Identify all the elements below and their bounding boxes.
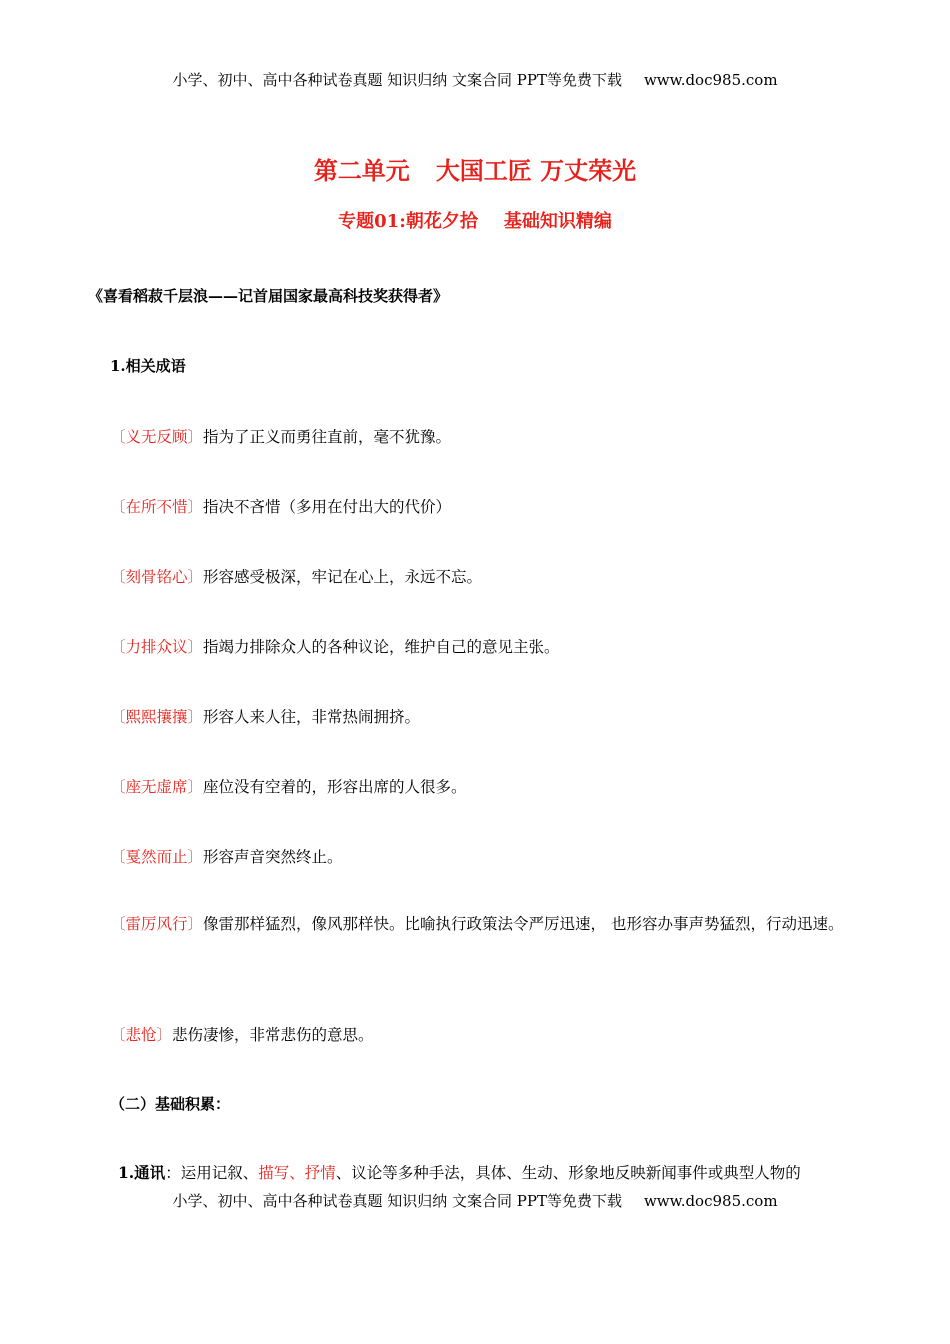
idiom-definition: 像雷那样猛烈，像风那样快。比喻执行政策法令严厉迅速， 也形容办事声势猛烈，行动迅速。 (203, 915, 844, 933)
idiom-entry (110, 1023, 374, 1045)
article-title: 《喜看稻菽千层浪——记首届国家最高科技奖获得者》 (88, 287, 449, 305)
tongxun-paragraph (118, 1161, 801, 1183)
tongxun-label: 1.通讯 (118, 1163, 166, 1182)
bracket-close: 〕 (156, 1026, 173, 1044)
page-footer (0, 1190, 950, 1211)
idiom-definition: 形容声音突然终止。 (203, 848, 343, 866)
idiom-entry (110, 845, 343, 867)
idiom-entry (110, 705, 420, 727)
subtitle-topic: 专题01:朝花夕拾 (338, 211, 478, 232)
idiom-word: 座无虚席 (125, 778, 188, 796)
tongxun-pre: 运用记叙、 (180, 1164, 259, 1182)
section-heading-basics: （二）基础积累： (110, 1095, 231, 1113)
idiom-word: 在所不惜 (125, 498, 188, 516)
title-unit: 第二单元 (313, 156, 410, 185)
idiom-entry (110, 565, 482, 587)
idiom-word: 熙熙攘攘 (125, 708, 188, 726)
idiom-definition: 指决不吝惜（多用在付出大的代价） (203, 498, 452, 516)
header-text: 小学、初中、高中各种试卷真题 知识归纳 文案合同 PPT等免费下载 (172, 71, 622, 89)
idiom-word: 力排众议 (125, 638, 188, 656)
tongxun-post: 、议论等多种手法，具体、生动、形象地反映新闻事件或典型人物的 (335, 1164, 801, 1182)
page-header (0, 69, 950, 90)
bracket-close: 〕 (187, 915, 204, 933)
subtitle-part: 基础知识精编 (503, 211, 612, 232)
idiom-entry (110, 425, 451, 447)
tongxun-colon: ： (165, 1164, 181, 1182)
page-title (0, 151, 950, 186)
bracket-open: 〔 (110, 708, 126, 726)
footer-site: www.doc985.com (643, 1192, 778, 1210)
idiom-entry (110, 775, 467, 797)
idiom-definition: 形容感受极深，牢记在心上，永远不忘。 (203, 568, 483, 586)
idiom-definition: 形容人来人往，非常热闹拥挤。 (203, 708, 421, 726)
bracket-open: 〔 (110, 428, 126, 446)
bracket-open: 〔 (110, 568, 126, 586)
bracket-open: 〔 (110, 915, 126, 933)
bracket-close: 〕 (187, 708, 204, 726)
idiom-word: 义无反顾 (125, 428, 188, 446)
bracket-close: 〕 (187, 428, 204, 446)
bracket-open: 〔 (110, 498, 126, 516)
bracket-open: 〔 (110, 1026, 126, 1044)
idiom-word: 戛然而止 (125, 848, 188, 866)
bracket-close: 〕 (187, 778, 204, 796)
title-theme: 大国工匠 万丈荣光 (435, 156, 637, 185)
bracket-open: 〔 (110, 848, 126, 866)
header-site: www.doc985.com (643, 71, 778, 89)
idiom-definition: 悲伤凄惨，非常悲伤的意思。 (172, 1026, 374, 1044)
bracket-close: 〕 (187, 568, 204, 586)
bracket-close: 〕 (187, 638, 204, 656)
idiom-entry (110, 495, 451, 517)
bracket-open: 〔 (110, 778, 126, 796)
idiom-definition: 座位没有空着的，形容出席的人很多。 (203, 778, 467, 796)
section-heading-idioms: 1.相关成语 (110, 357, 186, 375)
page-subtitle (0, 207, 950, 233)
tongxun-sep: 、 (289, 1164, 305, 1182)
bracket-close: 〕 (187, 498, 204, 516)
idiom-word: 悲怆 (125, 1026, 157, 1044)
tongxun-term-description: 描写 (258, 1164, 290, 1182)
bracket-open: 〔 (110, 638, 126, 656)
bracket-close: 〕 (187, 848, 204, 866)
footer-text: 小学、初中、高中各种试卷真题 知识归纳 文案合同 PPT等免费下载 (172, 1192, 622, 1210)
idiom-word: 雷厉风行 (125, 915, 188, 933)
idiom-word: 刻骨铭心 (125, 568, 188, 586)
idiom-definition: 指为了正义而勇往直前，毫不犹豫。 (203, 428, 452, 446)
idiom-entry (88, 905, 848, 943)
idiom-entry (110, 635, 560, 657)
tongxun-term-lyric: 抒情 (304, 1164, 336, 1182)
idiom-definition: 指竭力排除众人的各种议论，维护自己的意见主张。 (203, 638, 560, 656)
